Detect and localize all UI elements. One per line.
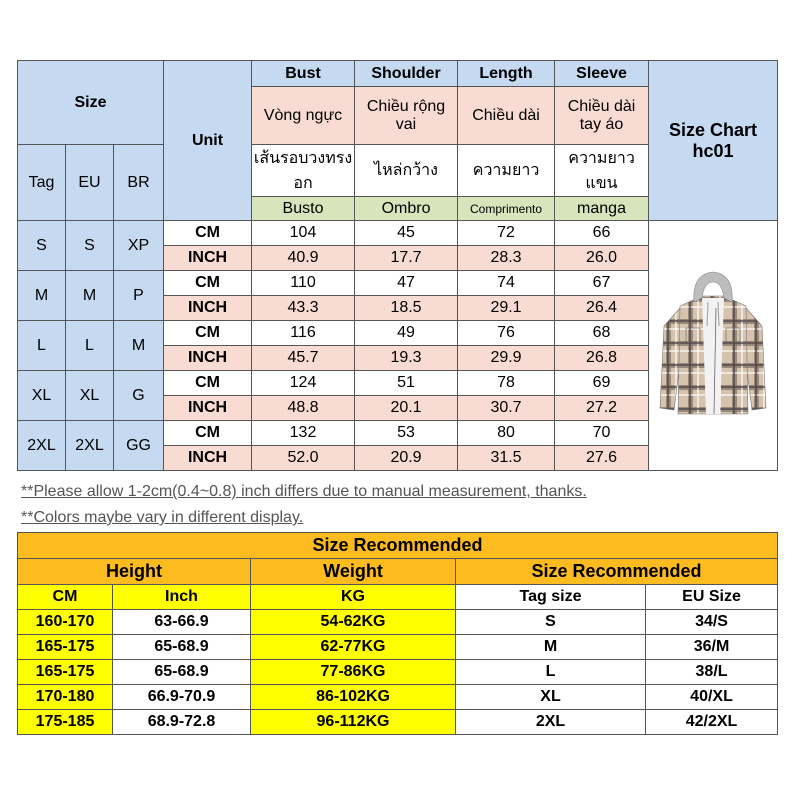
size-header: Size — [18, 61, 164, 145]
unit-header: Unit — [164, 61, 252, 221]
rec-row-cm: 160-170 — [18, 610, 113, 635]
unit-inch: INCH — [164, 396, 252, 421]
row-2xl-eu: 2XL — [66, 421, 114, 471]
height-header: Height — [18, 559, 251, 585]
bust-th: เส้นรอบวงทรงอก — [252, 145, 355, 197]
row-s-inch-length: 28.3 — [458, 246, 555, 271]
row-m-br: P — [114, 271, 164, 321]
rec-row-kg: 62-77KG — [251, 635, 456, 660]
row-m-cm-sleeve: 67 — [555, 271, 649, 296]
row-m-cm-bust: 110 — [252, 271, 355, 296]
eu-header: EU — [66, 145, 114, 221]
row-l-cm-bust: 116 — [252, 321, 355, 346]
eu-size-header: EU Size — [646, 585, 778, 610]
rec-row-kg: 77-86KG — [251, 660, 456, 685]
rec-row-tag: L — [456, 660, 646, 685]
unit-cm: CM — [164, 421, 252, 446]
unit-cm: CM — [164, 221, 252, 246]
row-s-inch-bust: 40.9 — [252, 246, 355, 271]
unit-cm: CM — [164, 321, 252, 346]
rec-row-cm: 165-175 — [18, 635, 113, 660]
row-xl-eu: XL — [66, 371, 114, 421]
kg-header: KG — [251, 585, 456, 610]
length-vi: Chiều dài — [458, 87, 555, 145]
rec-row-inch: 65-68.9 — [113, 660, 251, 685]
length-th: ความยาว — [458, 145, 555, 197]
row-s-inch-shoulder: 17.7 — [355, 246, 458, 271]
row-m-cm-length: 74 — [458, 271, 555, 296]
sleeve-th: ความยาวแขน — [555, 145, 649, 197]
row-2xl-inch-shoulder: 20.9 — [355, 446, 458, 471]
row-2xl-br: GG — [114, 421, 164, 471]
row-xl-inch-sleeve: 27.2 — [555, 396, 649, 421]
rec-row-inch: 68.9-72.8 — [113, 710, 251, 735]
row-s-inch-sleeve: 26.0 — [555, 246, 649, 271]
unit-cm: CM — [164, 271, 252, 296]
rec-row-tag: 2XL — [456, 710, 646, 735]
rec-row-eu: 42/2XL — [646, 710, 778, 735]
row-l-br: M — [114, 321, 164, 371]
rec-row-kg: 86-102KG — [251, 685, 456, 710]
row-m-eu: M — [66, 271, 114, 321]
product-image-cell — [649, 221, 778, 471]
color-note: **Colors maybe vary in different display. — [21, 509, 304, 526]
weight-header: Weight — [251, 559, 456, 585]
rec-row-tag: M — [456, 635, 646, 660]
rec-row-kg: 96-112KG — [251, 710, 456, 735]
row-xl-cm-sleeve: 69 — [555, 371, 649, 396]
rec-row-tag: S — [456, 610, 646, 635]
rec-row-inch: 63-66.9 — [113, 610, 251, 635]
row-xl-inch-shoulder: 20.1 — [355, 396, 458, 421]
row-xl-cm-length: 78 — [458, 371, 555, 396]
row-l-inch-sleeve: 26.8 — [555, 346, 649, 371]
tag-size-header: Tag size — [456, 585, 646, 610]
row-m-inch-sleeve: 26.4 — [555, 296, 649, 321]
row-l-inch-shoulder: 19.3 — [355, 346, 458, 371]
size-recommended-table — [17, 532, 778, 735]
row-xl-cm-shoulder: 51 — [355, 371, 458, 396]
row-2xl-inch-sleeve: 27.6 — [555, 446, 649, 471]
row-m-inch-shoulder: 18.5 — [355, 296, 458, 321]
length-pt: Comprimento — [458, 197, 555, 221]
row-2xl-cm-bust: 132 — [252, 421, 355, 446]
unit-cm: CM — [164, 371, 252, 396]
row-s-cm-bust: 104 — [252, 221, 355, 246]
row-m-cm-shoulder: 47 — [355, 271, 458, 296]
inch-header: Inch — [113, 585, 251, 610]
br-header: BR — [114, 145, 164, 221]
row-2xl-cm-shoulder: 53 — [355, 421, 458, 446]
unit-inch: INCH — [164, 296, 252, 321]
unit-inch: INCH — [164, 246, 252, 271]
row-l-cm-sleeve: 68 — [555, 321, 649, 346]
row-s-eu: S — [66, 221, 114, 271]
row-s-br: XP — [114, 221, 164, 271]
size-rec-header: Size Recommended — [456, 559, 778, 585]
rec-row-inch: 65-68.9 — [113, 635, 251, 660]
unit-inch: INCH — [164, 346, 252, 371]
row-2xl-tag: 2XL — [18, 421, 66, 471]
bust-pt: Busto — [252, 197, 355, 221]
rec-row-cm: 175-185 — [18, 710, 113, 735]
shoulder-pt: Ombro — [355, 197, 458, 221]
row-m-tag: M — [18, 271, 66, 321]
plaid-hooded-shirt-icon — [658, 268, 768, 418]
row-l-eu: L — [66, 321, 114, 371]
row-2xl-inch-bust: 52.0 — [252, 446, 355, 471]
rec-row-tag: XL — [456, 685, 646, 710]
rec-row-inch: 66.9-70.9 — [113, 685, 251, 710]
sleeve-pt: manga — [555, 197, 649, 221]
bust-en: Bust — [252, 61, 355, 87]
shoulder-th: ไหล่กว้าง — [355, 145, 458, 197]
chart-title-cell — [649, 61, 778, 221]
row-l-inch-bust: 45.7 — [252, 346, 355, 371]
row-l-inch-length: 29.9 — [458, 346, 555, 371]
rec-row-eu: 34/S — [646, 610, 778, 635]
sleeve-en: Sleeve — [555, 61, 649, 87]
row-2xl-inch-length: 31.5 — [458, 446, 555, 471]
row-m-inch-length: 29.1 — [458, 296, 555, 321]
row-s-tag: S — [18, 221, 66, 271]
row-l-cm-length: 76 — [458, 321, 555, 346]
shoulder-en: Shoulder — [355, 61, 458, 87]
row-xl-tag: XL — [18, 371, 66, 421]
bust-vi: Vòng ngực — [252, 87, 355, 145]
measurement-note: **Please allow 1-2cm(0.4~0.8) inch differs due to manual measurement, thanks. — [21, 483, 587, 500]
row-m-inch-bust: 43.3 — [252, 296, 355, 321]
cm-header: CM — [18, 585, 113, 610]
row-l-tag: L — [18, 321, 66, 371]
rec-row-cm: 165-175 — [18, 660, 113, 685]
row-2xl-cm-length: 80 — [458, 421, 555, 446]
sleeve-vi: Chiều dài tay áo — [555, 87, 649, 145]
unit-inch: INCH — [164, 446, 252, 471]
rec-title: Size Recommended — [18, 533, 778, 559]
row-xl-cm-bust: 124 — [252, 371, 355, 396]
size-chart-table — [17, 60, 778, 471]
row-2xl-cm-sleeve: 70 — [555, 421, 649, 446]
rec-row-kg: 54-62KG — [251, 610, 456, 635]
length-en: Length — [458, 61, 555, 87]
row-l-cm-shoulder: 49 — [355, 321, 458, 346]
rec-row-eu: 38/L — [646, 660, 778, 685]
chart-title: Size Chart — [669, 119, 758, 140]
row-xl-br: G — [114, 371, 164, 421]
tag-header: Tag — [18, 145, 66, 221]
row-xl-inch-length: 30.7 — [458, 396, 555, 421]
row-xl-inch-bust: 48.8 — [252, 396, 355, 421]
row-s-cm-length: 72 — [458, 221, 555, 246]
chart-code: hc01 — [692, 140, 734, 161]
row-s-cm-shoulder: 45 — [355, 221, 458, 246]
rec-row-cm: 170-180 — [18, 685, 113, 710]
rec-row-eu: 40/XL — [646, 685, 778, 710]
shoulder-vi: Chiều rộng vai — [355, 87, 458, 145]
rec-row-eu: 36/M — [646, 635, 778, 660]
row-s-cm-sleeve: 66 — [555, 221, 649, 246]
